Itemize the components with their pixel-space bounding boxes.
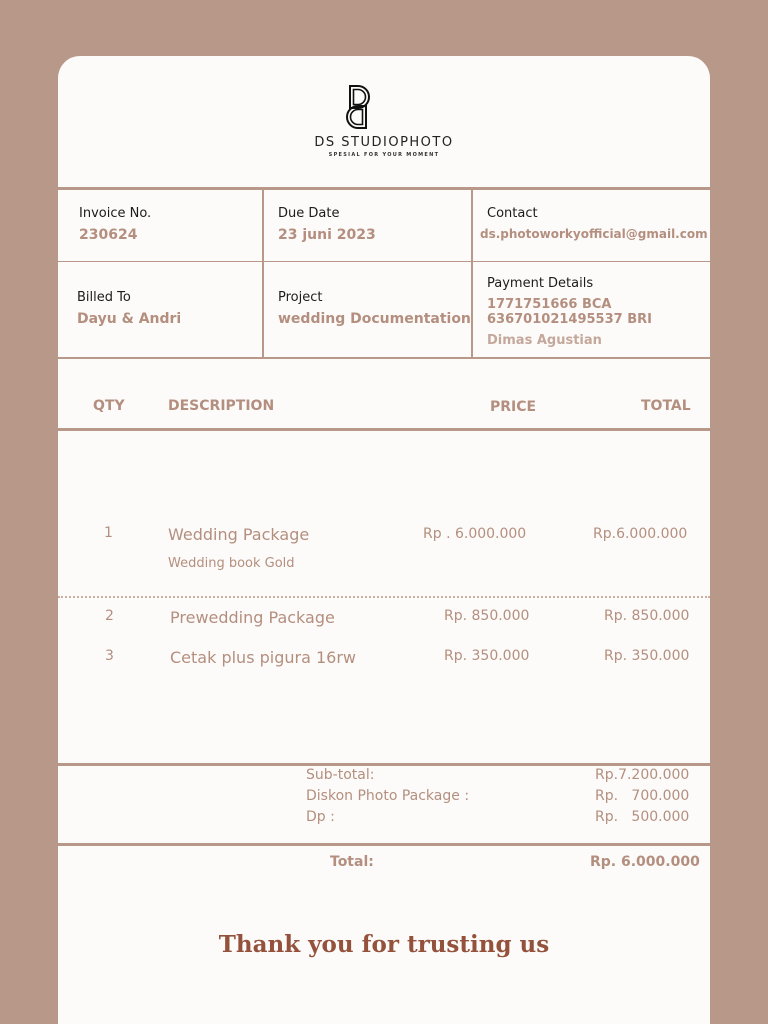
billed-to-label: Billed To [77, 290, 131, 305]
price-header: PRICE [490, 399, 537, 415]
ds-monogram-icon [344, 84, 372, 130]
divider [58, 187, 710, 190]
item-description: Wedding Package [168, 525, 310, 544]
divider [58, 763, 710, 766]
total-label: Total: [330, 854, 374, 870]
contact-label: Contact [487, 206, 538, 221]
payment-details-label: Payment Details [487, 276, 594, 291]
item-price: Rp. 350.000 [444, 648, 530, 664]
divider [471, 190, 473, 358]
dp-label: Dp : [306, 809, 335, 825]
item-total: Rp. 350.000 [604, 648, 690, 664]
discount-value: Rp. 700.000 [595, 788, 690, 804]
payment-account-bca: 1771751666 BCA [487, 297, 612, 312]
subtotal-value: Rp.7.200.000 [595, 767, 690, 783]
project-name: wedding Documentation [278, 311, 471, 327]
divider [58, 428, 710, 431]
due-date-label: Due Date [278, 206, 340, 221]
total-header: TOTAL [641, 398, 691, 414]
brand-tagline: SPESIAL FOR YOUR MOMENT [328, 152, 440, 158]
total-value: Rp. 6.000.000 [590, 854, 700, 870]
item-price: Rp. 850.000 [444, 608, 530, 624]
invoice-card [58, 56, 710, 1024]
item-total: Rp. 850.000 [604, 608, 690, 624]
row-separator [58, 596, 710, 598]
divider [58, 357, 710, 359]
billed-to: Dayu & Andri [77, 311, 182, 327]
item-description: Prewedding Package [170, 608, 335, 627]
divider [58, 261, 710, 262]
divider [262, 190, 264, 358]
item-note: Wedding book Gold [168, 556, 295, 571]
description-header: DESCRIPTION [168, 398, 275, 414]
payment-account-bri: 636701021495537 BRI [487, 312, 652, 327]
qty-header: QTY [93, 398, 125, 414]
invoice-label: Invoice No. [79, 206, 152, 221]
due-date: 23 juni 2023 [278, 227, 376, 243]
item-description: Cetak plus pigura 16rw [170, 648, 356, 667]
subtotal-label: Sub-total: [306, 767, 375, 783]
project-label: Project [278, 290, 323, 305]
brand-name: DS STUDIOPHOTO [314, 135, 454, 150]
item-qty: 1 [104, 525, 113, 541]
discount-label: Diskon Photo Package : [306, 788, 470, 804]
item-qty: 2 [105, 608, 114, 624]
item-price: Rp . 6.000.000 [423, 526, 527, 542]
divider [58, 843, 710, 846]
item-qty: 3 [105, 648, 114, 664]
contact-email[interactable]: ds.photoworkyofficial@gmail.com [480, 227, 708, 241]
payment-account-name: Dimas Agustian [487, 333, 602, 348]
invoice-number: 230624 [79, 227, 138, 243]
thank-you-message: Thank you for trusting us [218, 931, 550, 958]
item-total: Rp.6.000.000 [593, 526, 688, 542]
dp-value: Rp. 500.000 [595, 809, 690, 825]
